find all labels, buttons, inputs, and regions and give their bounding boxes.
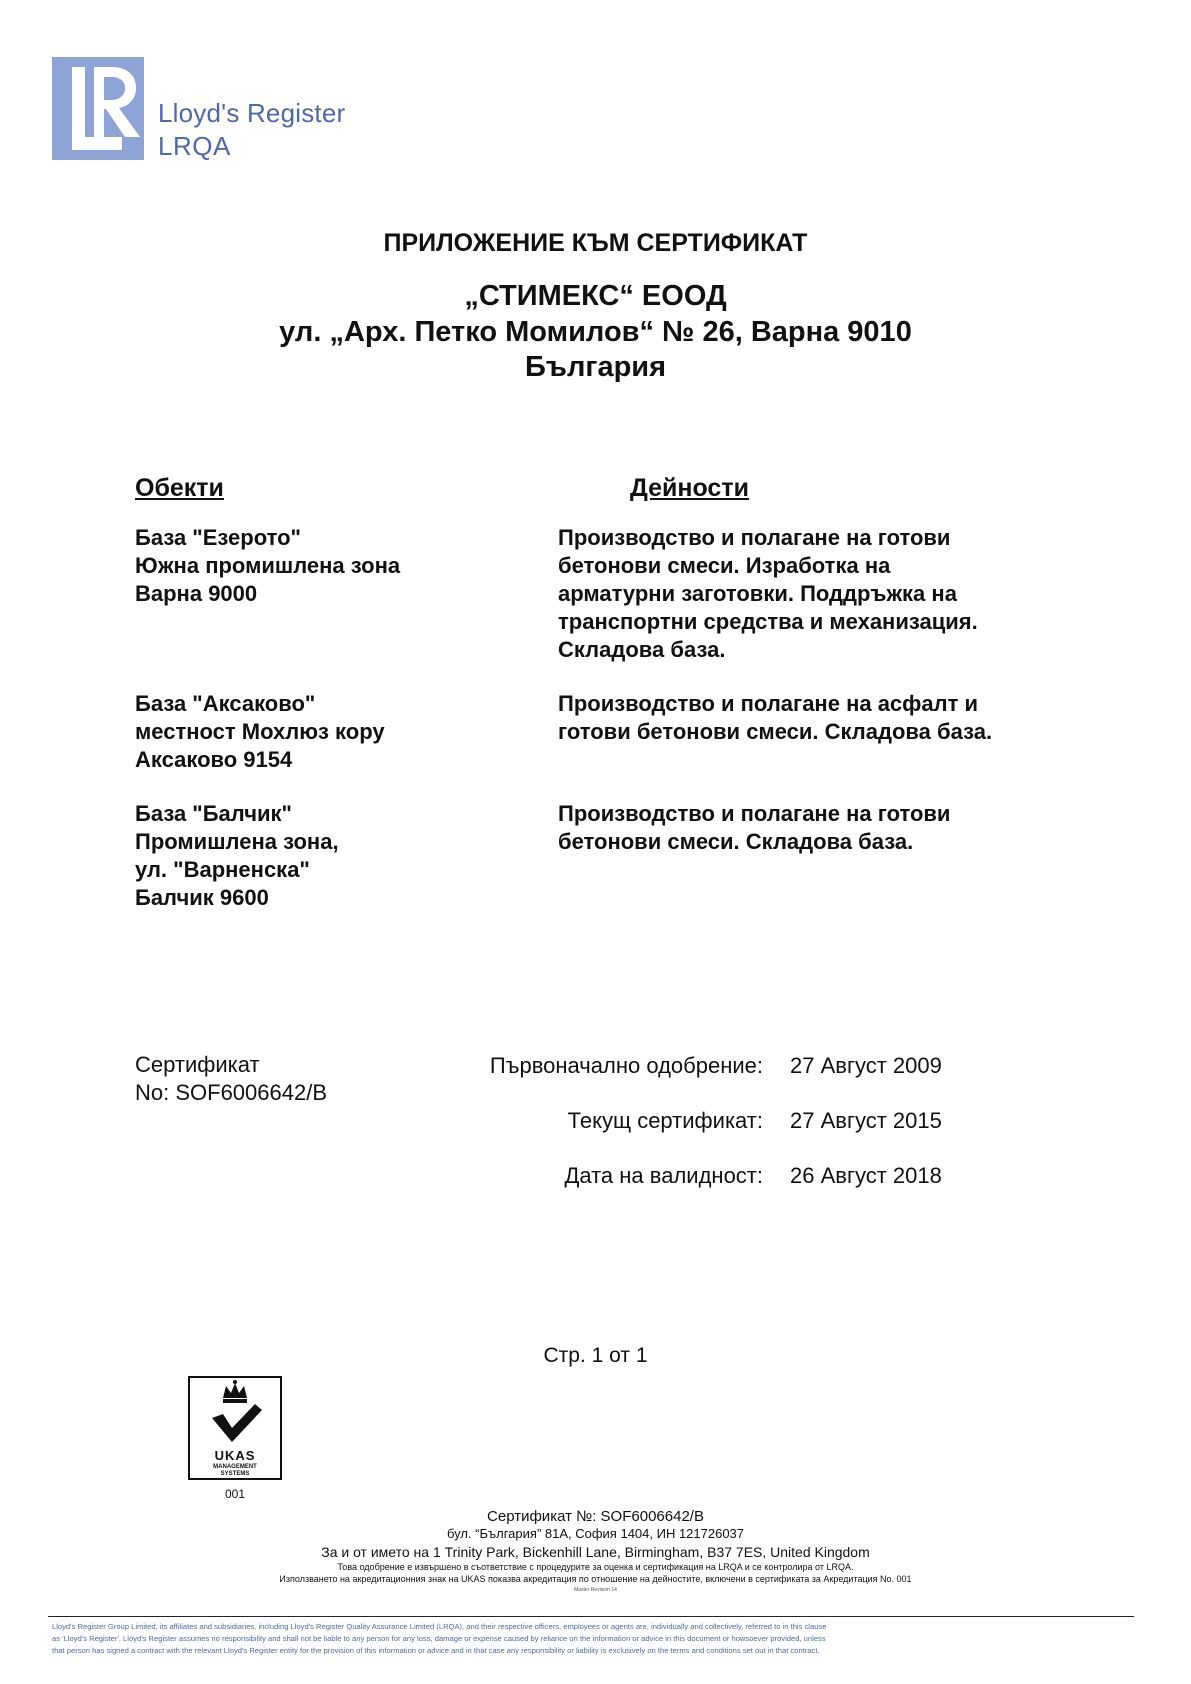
site-line: Промишлена зона, [135, 829, 339, 854]
footer-revision: Master Revision 14 [574, 1587, 617, 1593]
expiry-label: Дата на валидност: [564, 1163, 763, 1188]
disclaimer-line: as 'Lloyd's Register'. Lloyd's Register assumes no responsibility and shall not be liable to any person for any loss, damage or expense caused by reliance on the information or advice in this document or howsoever provided, unless [52, 1634, 826, 1643]
initial-approval-label: Първоначално одобрение: [489, 1053, 763, 1078]
site-line: местност Мохлюз кору [135, 719, 385, 744]
site-line: ул. "Варненска" [135, 857, 310, 882]
page-number: Стр. 1 от 1 [543, 1344, 648, 1367]
site-balchik [135, 800, 339, 912]
activity-line: транспортни средства и механизация. [558, 609, 978, 634]
ukas-mark [188, 1376, 282, 1480]
site-aksakovo [135, 690, 385, 774]
activity-line: арматурни заготовки. Поддръжка на [558, 581, 957, 606]
activity-balchik [558, 800, 950, 856]
ukas-sub1: MANAGEMENT [213, 1464, 257, 1470]
expiry-date: 26 Август 2018 [790, 1163, 942, 1188]
current-certificate-date: 27 Август 2015 [790, 1108, 942, 1133]
footer-on-behalf: За и от името на 1 Trinity Park, Bickenhill Lane, Birmingham, B37 7ES, United Kingdom [321, 1544, 870, 1560]
certificate-label: Сертификат [135, 1052, 260, 1077]
footer-approval-note: Това одобрение е извършено в съответствие с процедурите за оценка и сертификация на LRQA и се контролира от LRQA. [337, 1562, 854, 1572]
activity-line: бетонови смеси. Складова база. [558, 829, 914, 854]
site-line: Южна промишлена зона [135, 553, 401, 578]
company-name: „СТИМЕКС“ ЕООД [464, 280, 727, 312]
activities-header: Дейности [630, 474, 749, 502]
lr-logo [52, 57, 144, 160]
site-line: Варна 9000 [135, 581, 258, 606]
footer-accreditation-note: Използването на акредитационния знак на UKAS показва акредитация по отношение на дейностите, включени в сертификата за Акредитация No. 001 [279, 1574, 912, 1584]
site-line: База "Аксаково" [135, 691, 316, 716]
activity-line: Производство и полагане на асфалт и [558, 691, 979, 716]
ukas-number: 001 [224, 1487, 246, 1501]
site-ezeroto [135, 524, 400, 608]
certificate-registration [135, 1051, 327, 1107]
site-line: База "Езерото" [135, 525, 301, 550]
activity-aksakovo [558, 690, 992, 746]
activity-line: Складова база. [558, 637, 726, 662]
initial-approval-date: 27 Август 2009 [790, 1053, 942, 1078]
activity-line: бетонови смеси. Изработка на [558, 553, 891, 578]
activity-line: Производство и полагане на готови [558, 801, 951, 826]
document-title: ПРИЛОЖЕНИЕ КЪМ СЕРТИФИКАТ [383, 229, 808, 257]
brand-sub: LRQA [158, 131, 231, 161]
company-country: България [524, 351, 667, 383]
disclaimer-line: that person has signed a contract with the relevant Lloyd's Register entity for the provision of this information or advice and in that case any responsibility or liability is exclusively on the terms and conditions set out in that contract. [52, 1646, 820, 1655]
site-line: Балчик 9600 [135, 885, 269, 910]
footer-address: бул. “България” 81А, София 1404, ИН 121726037 [446, 1526, 745, 1541]
ukas-label: UKAS [214, 1448, 256, 1463]
ukas-sub-label [190, 1464, 280, 1478]
certificate-number: No: SOF6006642/B [135, 1080, 328, 1105]
disclaimer-line: Lloyd's Register Group Limited, its affiliates and subsidiaries, including Lloyd's Register Quality Assurance Limited (LRQA), and their respective officers, employees or agents are, individually and collectively, referred to in this clause [52, 1622, 827, 1631]
crown-checkmark-icon [190, 1378, 280, 1444]
footer-certificate-number: Сертификат №: SOF6006642/B [487, 1508, 704, 1525]
sites-header: Обекти [135, 474, 224, 502]
current-certificate-label: Текущ сертификат: [567, 1108, 763, 1133]
activity-line: Производство и полагане на готови [558, 525, 951, 550]
company-address: ул. „Арх. Петко Момилов“ № 26, Варна 9010 [279, 316, 912, 348]
ukas-sub2: SYSTEMS [220, 1471, 250, 1477]
activity-ezeroto [558, 524, 978, 664]
brand-name: Lloyd's Register [158, 98, 346, 128]
lr-monogram-icon [52, 57, 144, 160]
footer-divider [48, 1616, 1134, 1617]
site-line: База "Балчик" [135, 801, 292, 826]
activity-line: готови бетонови смеси. Складова база. [558, 719, 993, 744]
site-line: Аксаково 9154 [135, 747, 293, 772]
